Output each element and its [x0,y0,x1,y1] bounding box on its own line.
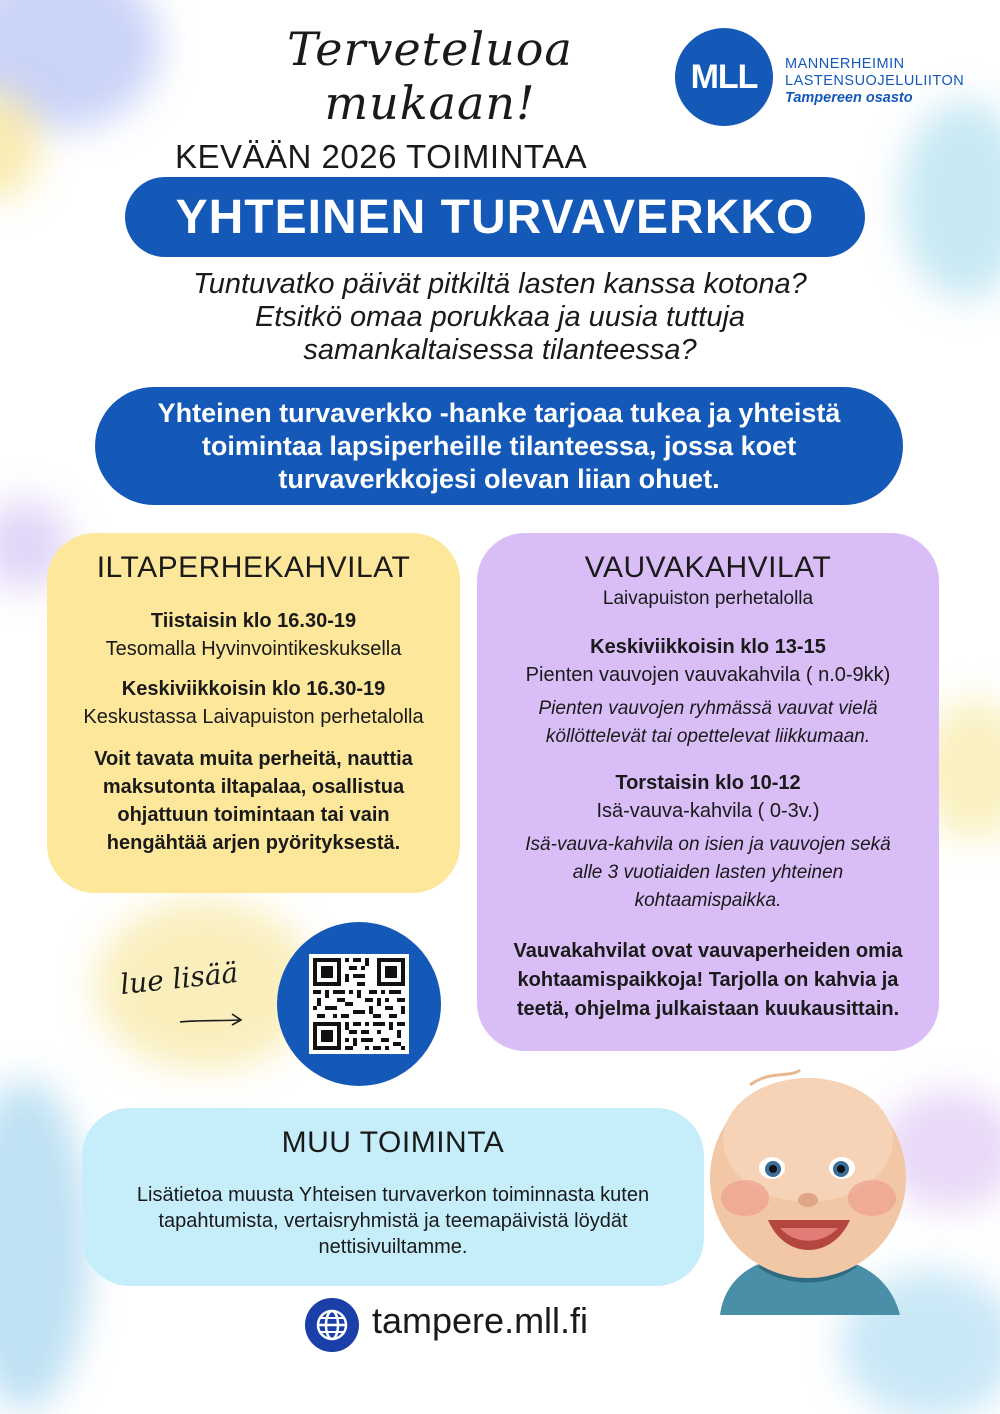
logo-line-1: MANNERHEIMIN [785,56,905,72]
schedule-time: Tiistaisin klo 16.30-19 [150,610,357,632]
logo-line-3: Tampereen osasto [785,90,913,106]
card-iltaperhekahvilat [47,533,460,893]
card-description: Voit tavata muita perheitä, nauttia maksutonta iltapalaa, osallistua ohjattuun toimintaan tai vain hengähtää arjen pyörityksestä. [94,748,413,854]
project-description [95,387,903,505]
logo-mark: MLL [675,28,773,126]
arrow-right-icon [178,1010,248,1030]
card-vauvakahvilat [477,533,939,1051]
website-link[interactable]: tampere.mll.fi [372,1300,589,1341]
schedule-info: Isä-vauva-kahvila on isien ja vauvojen sekä alle 3 vuotiaiden lasten yhteinen kohtaamispaikka. [525,834,891,911]
globe-icon [305,1298,359,1352]
card-description: Vauvakahvilat ovat vauvaperheiden omia kohtaamispaikkoja! Tarjolla on kahvia ja teetä, ohjelma julkaistaan kuukausittain. [513,940,903,1020]
welcome-heading: Terveteluoa mukaan! [287,22,573,130]
schedule-time: Keskiviikkoisin klo 13-15 [590,636,826,658]
season-label: KEVÄÄN 2026 TOIMINTAA [175,138,588,175]
project-text: Yhteinen turvaverkko -hanke tarjoaa tukea ja yhteistä toimintaa lapsiperheille tilanteessa, jossa koet turvaverkkojesi olevan liian ohuet. [157,397,841,494]
logo-line-2: LASTENSUOJELULIITON [785,73,965,89]
card-location: Laivapuiston perhetalolla [602,588,814,609]
intro-questions [100,268,900,367]
schedule-name: Isä-vauva-kahvila ( 0-3v.) [596,800,820,822]
read-more-label: lue lisää [118,955,240,1002]
intro-line-1: Tuntuvatko päivät pitkiltä lasten kanssa kotona? [193,268,807,300]
card-heading: ILTAPERHEKAHVILAT [96,551,411,584]
schedule-place: Tesomalla Hyvinvointikeskuksella [105,638,402,660]
intro-line-3: samankaltaisessa tilanteessa? [303,334,697,366]
baby-illustration [690,1060,930,1320]
qr-code-icon [309,954,409,1054]
page-title: YHTEINEN TURVAVERKKO [125,177,865,257]
schedule-time: Torstaisin klo 10-12 [615,772,801,794]
schedule-name: Pienten vauvojen vauvakahvila ( n.0-9kk) [525,664,891,686]
watercolor-blob [0,1080,90,1410]
card-heading: MUU TOIMINTA [281,1126,505,1159]
qr-code[interactable] [277,922,441,1086]
card-description: Lisätietoa muusta Yhteisen turvaverkon toiminnasta kuten tapahtumista, vertaisryhmistä ja teemapäivistä löydät nettisivuiltamme. [136,1184,650,1258]
schedule-time: Keskiviikkoisin klo 16.30-19 [121,678,386,700]
schedule-info: Pienten vauvojen ryhmässä vauvat vielä köllöttelevät tai opettelevat liikkumaan. [538,698,878,747]
logo-text [785,56,1000,107]
watercolor-blob [900,100,1000,300]
intro-line-2: Etsitkö omaa porukkaa ja uusia tuttuja [254,301,746,333]
card-muu-toiminta [82,1108,704,1286]
card-heading: VAUVAKAHVILAT [584,551,832,584]
schedule-place: Keskustassa Laivapuiston perhetalolla [83,706,424,728]
